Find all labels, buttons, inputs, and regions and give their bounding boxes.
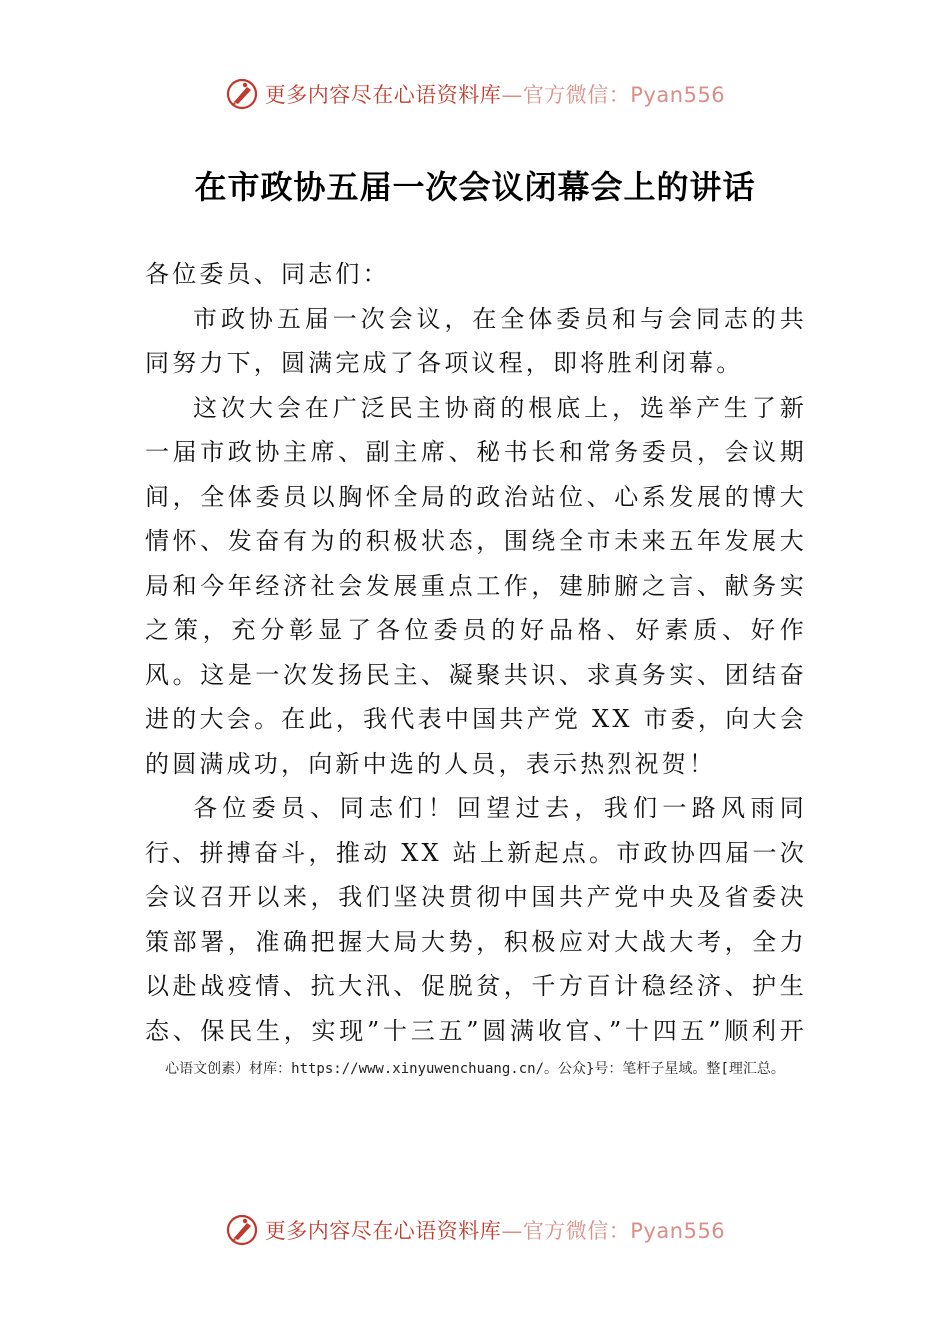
document-title: 在市政协五届一次会议闭幕会上的讲话: [194, 168, 756, 206]
paragraph-1: 市政协五届一次会议，在全体委员和与会同志的共同努力下，圆满完成了各项议程，即将胜利闭幕。: [145, 304, 807, 377]
footer-banner-separator: —: [501, 1219, 523, 1243]
footer-banner-contact: 官方微信：Pyan556: [522, 1219, 726, 1243]
header-banner: [0, 74, 950, 114]
header-banner-contact: 官方微信：Pyan556: [522, 83, 726, 107]
document-body: [145, 252, 807, 1052]
pen-nib-logo-icon: [225, 77, 259, 111]
source-footnote: 心语文创素）材库：https://www.xinyuwenchuang.cn/。公众}号：笔杆子星域。整[理汇总。: [165, 1061, 785, 1077]
pen-nib-logo-icon: [225, 1213, 259, 1247]
paragraph-3: 各位委员、同志们！回望过去，我们一路风雨同行、拼搏奋斗，推动 XX 站上新起点。市政协四届一次会议召开以来，我们坚决贯彻中国共产党中央及省委决策部署，准确把握大局大势，积极应对大战大考，全力以赴战疫情、抗大汛、促脱贫，千方百计稳经济、护生态、保民生，实现”十三五”圆满收官、”十四五”顺利开: [145, 794, 807, 1045]
paragraph-2: 这次大会在广泛民主协商的根底上，选举产生了新一届市政协主席、副主席、秘书长和常务委员，会议期间，全体委员以胸怀全局的政治站位、心系发展的博大情怀、发奋有为的积极状态，围绕全市未来五年发展大局和今年经济社会发展重点工作，建肺腑之言、献务实之策，充分彰显了各位委员的好品格、好素质、好作风。这是一次发扬民主、凝聚共识、求真务实、团结奋进的大会。在此，我代表中国共产党 XX 市委，向大会的圆满成功，向新中选的人员，表示热烈祝贺！: [145, 393, 807, 778]
header-banner-text: 更多内容尽在心语资料库: [264, 83, 502, 107]
footer-banner: [0, 1210, 950, 1250]
header-banner-separator: —: [501, 83, 523, 107]
salutation: 各位委员、同志们：: [145, 260, 390, 288]
footer-banner-text: 更多内容尽在心语资料库: [264, 1219, 502, 1243]
